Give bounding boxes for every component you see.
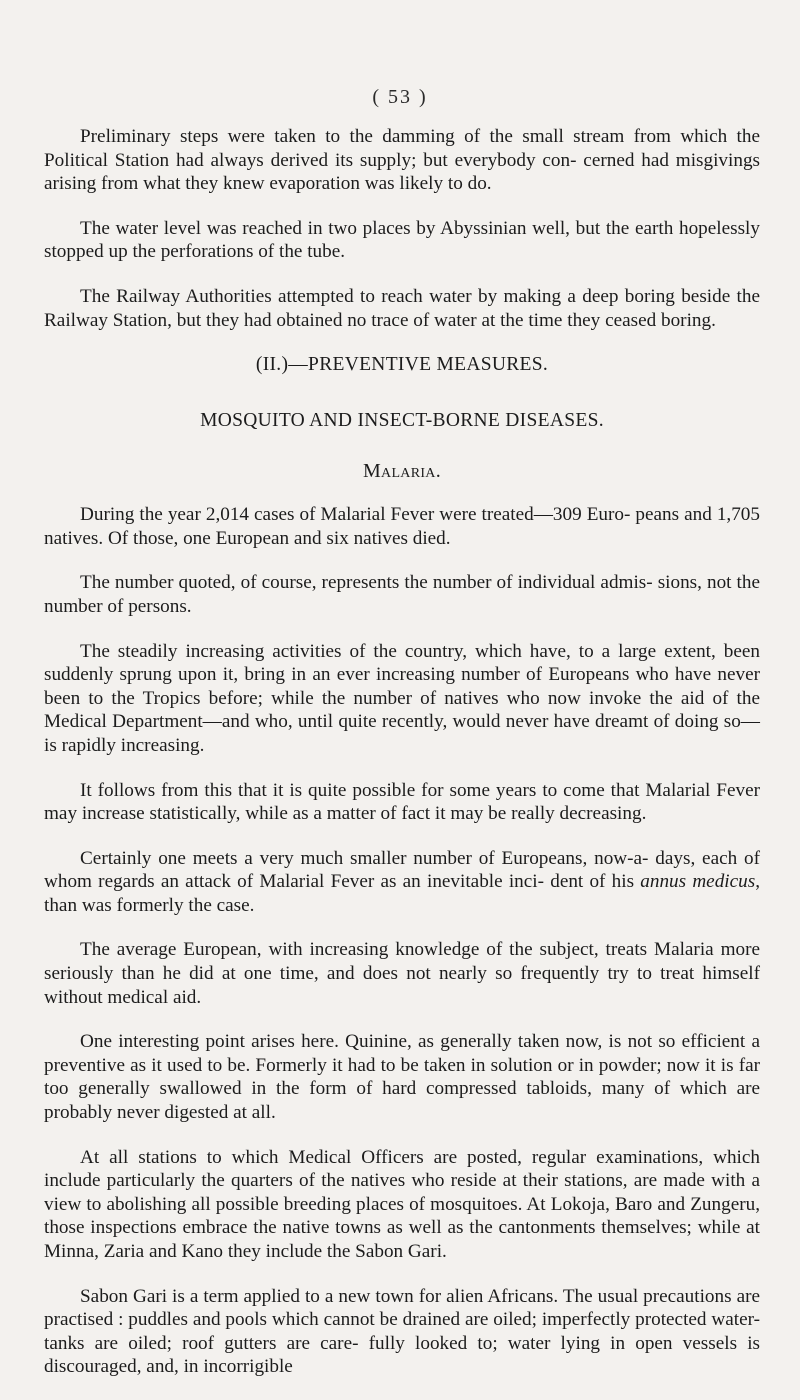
paragraph-statistical-increase: It follows from this that it is quite possible for some years to come that Malarial Fever may increase statistically, while as a matter of fact it may be really decreasing. xyxy=(44,779,760,825)
paragraph-admissions: The number quoted, of course, represents the number of individual admis- sions, not the number of persons. xyxy=(44,572,760,617)
annus-text-after: , than was formerly the case. xyxy=(44,871,760,916)
section-heading: (II.)—PREVENTIVE MEASURES. xyxy=(255,354,549,376)
topic-heading: Malaria. xyxy=(362,460,442,483)
sub-heading: MOSQUITO AND INSECT-BORNE DISEASES. xyxy=(200,410,604,432)
paragraph-annus-medicus xyxy=(44,847,760,918)
paragraph-increasing-activities: The steadily increasing activities of the country, which have, to a large extent, been suddenly sprung upon it, bring in an ever increasing number of Europeans who have never been to the Tropics before; while the number of natives who now invoke the aid of the Medical Department—and who, until quite recently, would never have dreamt of doing so—is rapidly increasing. xyxy=(44,640,760,756)
paragraph-malaria-cases: During the year 2,014 cases of Malarial Fever were treated—309 Euro- peans and 1,705 natives. Of those, one European and six natives died. xyxy=(44,504,760,549)
page-number: ( 53 ) xyxy=(372,86,428,108)
paragraph-abyssinian-well: The water level was reached in two places by Abyssinian well, but the earth hopelessly stopped up the perforations of the tube. xyxy=(44,217,760,263)
paragraph-station-examinations: At all stations to which Medical Officers are posted, regular examinations, which include particularly the quarters of the natives who reside at their stations, are made with a view to abolishing all possible breeding places of mosquitoes. At Lokoja, Baro and Zungeru, those inspections embrace the native towns as well as the cantonments themselves; while at Minna, Zaria and Kano they include the Sabon Gari. xyxy=(44,1146,760,1262)
annus-italic-phrase: annus medicus xyxy=(640,871,756,893)
paragraph-quinine: One interesting point arises here. Quinine, as generally taken now, is not so efficient a preventive as it used to be. Formerly it had to be taken in solution or in powder; now it is far too generally swallowed in the form of hard compressed tabloids, many of which are probably never digested at all. xyxy=(44,1031,760,1124)
paragraph-railway-boring: The Railway Authorities attempted to reach water by making a deep boring beside the Railway Station, but they had obtained no trace of water at the time they ceased boring. xyxy=(44,285,760,331)
paragraph-sabon-gari: Sabon Gari is a term applied to a new town for alien Africans. The usual precautions are practised : puddles and pools which cannot be drained are oiled; imperfectly protected water-tanks are oiled; roof gutters are care- fully looked to; water lying in open vessels is discouraged, and, in incorrigible xyxy=(44,1285,760,1378)
body-text xyxy=(44,125,760,1400)
annus-text-before: Certainly one meets a very much smaller number of Europeans, now-a- days, each of whom regards an attack of Malarial Fever as an inevitable inci- dent of his xyxy=(44,847,760,893)
paragraph-average-european: The average European, with increasing knowledge of the subject, treats Malaria more seriously than he did at one time, and does not nearly so frequently try to treat himself without medical aid. xyxy=(44,939,760,1008)
paragraph-stream-damming: Preliminary steps were taken to the damming of the small stream from which the Political Station had always derived its supply; but everybody con- cerned had misgivings arising from what they knew evaporation was likely to do. xyxy=(44,126,760,195)
